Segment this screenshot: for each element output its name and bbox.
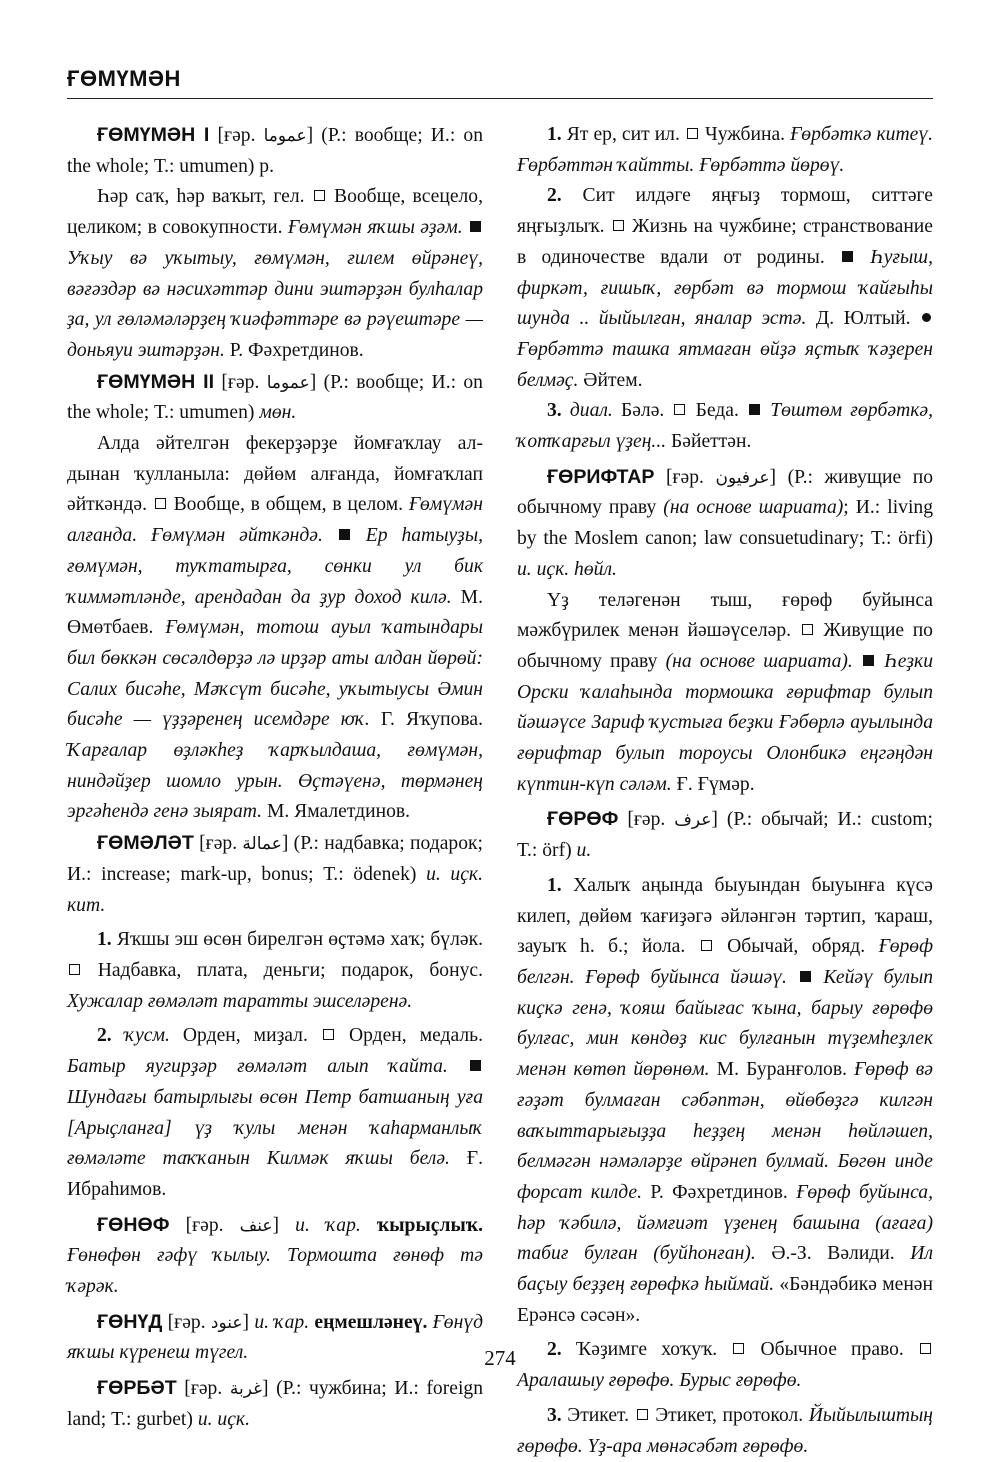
definition-text: Орден, миҙал.: [169, 1025, 321, 1047]
definition: [517, 586, 933, 801]
open-square-icon: [701, 940, 712, 951]
literary-quote: Һуғыш, фиркәт, ғишыҡ, ғөрбәт вә тормош ҡайғыһы шунда .. йыйылған, яналар эстә.: [517, 246, 933, 330]
russian-gloss: Жизнь на чужбине; странствование в одиночестве вдали от родины.: [517, 216, 933, 268]
definition: [67, 182, 483, 366]
translations: ; И.: living by the Moslem canon; law consuetudinary; Т.: örfi): [517, 497, 933, 550]
part-of-speech: и. ҡар.: [295, 1214, 361, 1236]
literary-quote: Уҡыу вә уҡытыу, ғөмүмән, ғилем өйрәнеү, вәғәздәр вә нәсихәттәр дини эштәрҙән булһалар ҙа, ул ғөләмәләрҙең ҡиәфәттәре вә рәүештәре — доньяуи эштәрҙән.: [67, 247, 483, 361]
definition-text: Алда әйтелгән фекерҙәрҙе йомғаҡлау алдынан ҡулланыла: дөйөм алғанда, йомғаҡлап әйткәндә.: [67, 433, 483, 516]
arabic-etymon: عرف: [674, 810, 712, 831]
russian-gloss: Беда.: [687, 400, 748, 422]
headword: ҒӨНӨФ: [97, 1213, 170, 1236]
definition-text: Һәр саҡ, һәр ваҡыт, гел.: [97, 186, 312, 208]
sense-number: 1.: [97, 929, 112, 951]
entry-gomelet: [67, 828, 483, 921]
etymology-open: [ғәр.: [618, 809, 675, 831]
quote-author: Р. Фәхретдинов.: [224, 339, 364, 361]
sense-number: 3.: [547, 400, 562, 422]
literary-quote: Ил баҫыу беҙҙең ғөрөфкә һыймай.: [517, 1243, 933, 1296]
etymology-open: [ғәр.: [176, 1378, 230, 1400]
entry-gonof: [67, 1210, 483, 1303]
usage-label: диал.: [561, 400, 613, 422]
literary-quote: Кейәү булып киҫкә генә, ҡояш байығас ҡына, барыу ғөрөфө булғас, мин көндөҙ кис булғанын түҙемһеҙлек менән көтөп йөрөнөм.: [517, 966, 934, 1081]
example: Ғөмүмән яҡшы әҙәм.: [287, 217, 463, 239]
filled-square-icon: [470, 1060, 481, 1071]
sense-number: 1.: [547, 874, 562, 896]
arabic-etymon: عموما: [263, 126, 307, 146]
entry-goref: [517, 804, 933, 866]
quote-author: Ғ. Ибраһимов.: [67, 1148, 483, 1200]
definition: [67, 429, 483, 828]
headword: ҒӨНҮД: [97, 1310, 163, 1333]
open-square-icon: [637, 1409, 648, 1420]
open-square-icon: [155, 498, 166, 509]
sense-number: 1.: [547, 124, 562, 145]
translations: ] (Р.: надбавка; подарок; И.: increase; mark-up, bonus; Т.: ödenek): [67, 833, 483, 885]
part-of-speech: мөн.: [259, 402, 297, 424]
quote-source: Әйтем.: [578, 369, 643, 391]
etymology-close: ]: [242, 1311, 255, 1333]
filled-square-icon: [863, 655, 874, 666]
usage-label: ҡусм.: [111, 1025, 170, 1047]
example: Ғөрбәткә китеү. Ғөрбәттән ҡайтты. Ғөрбәттә йөрөү.: [517, 124, 933, 176]
headword: ҒӨРИФТАР: [547, 465, 655, 488]
sense-3: [517, 1401, 933, 1462]
page-number: 274: [484, 1346, 516, 1370]
arabic-etymon: غربة: [229, 1379, 262, 1400]
filled-square-icon: [842, 251, 853, 262]
part-of-speech: и. иҫк. кит.: [67, 863, 483, 916]
etymology-close: ]: [272, 1214, 296, 1236]
sense-2: [67, 1021, 483, 1205]
sense-3: [517, 396, 933, 457]
filled-square-icon: [470, 221, 481, 232]
open-square-icon: [687, 128, 698, 139]
open-square-icon: [69, 964, 80, 975]
headword: ҒӨМҮМӘН I: [97, 124, 210, 146]
russian-gloss: Вообще, всецело, целиком; в совокупности.: [67, 186, 483, 239]
literary-quote: Ғөрөф вә ғәҙәт булмаған сәбәптән, өйөбөҙгә килгән ваҡыттарығыҙҙа һеҙҙең менән һөйләшеп, белмәгән нәмәләрҙе өйрәнеп булмай. Бөгөн инде форсат килде.: [517, 1059, 933, 1203]
gloss-note: (на основе шариата): [663, 497, 844, 519]
quote-source: Бәйеттән.: [666, 431, 752, 453]
headword: ҒӨРӨФ: [547, 808, 619, 831]
definition-text: Ят ер, сит ил.: [561, 124, 685, 145]
arabic-etymon: عمالة: [242, 834, 282, 855]
headword: ҒӨРБӘТ: [97, 1377, 177, 1400]
gloss-note: (на основе шариата).: [665, 650, 853, 672]
literary-quote: Ғөмүмән, тотош ауыл ҡатындары бил бөккән сөсәлдөрҙә лә ирҙәр аты алдан йөрөй: Салих бисәһе, Мәҡсүт бисәһе, уҡытыусы Әмин бисәһе — үҙҙәренең исемдәре юҡ.: [67, 617, 483, 731]
arabic-etymon: عموما: [266, 372, 310, 393]
arabic-etymon: عنود: [210, 1312, 243, 1333]
sense-1: [517, 871, 933, 1332]
bullet-icon: [922, 313, 931, 322]
russian-gloss: Вообще, в общем, в целом.: [167, 494, 409, 516]
header-rule: [67, 98, 933, 99]
translations: ] (Р.: живущие по обычному праву: [517, 466, 933, 519]
definition-text: Үҙ теләгенән тыш, ғөрөф буйынса мәжбүрилек менән йәшәүселәр.: [517, 589, 933, 642]
quote-author: Г. Яҡупова.: [369, 709, 483, 731]
russian-gloss: Надбавка, плата, деньги; подарок, бонус.: [82, 959, 483, 981]
translations: ] (Р.: чужбина; И.: foreign land; Т.: gurbet): [67, 1378, 483, 1430]
entry-gomumen-2: [67, 367, 483, 429]
arabic-etymon: عنف: [239, 1215, 273, 1236]
definition-text: Яҡшы эш өсөн бирелгән өҫтәмә хаҡ; бүләк.: [111, 929, 483, 951]
russian-gloss: Живущие по обычному праву: [517, 620, 933, 672]
part-of-speech: и.: [576, 840, 592, 862]
quote-author: М. Өмөтбаев.: [67, 586, 483, 639]
definition-text: Бәлә.: [612, 400, 673, 422]
russian-gloss: Орден, медаль.: [335, 1025, 484, 1047]
arabic-etymon: عرفيون: [715, 467, 770, 488]
part-of-speech: и. ҡар.: [254, 1311, 310, 1333]
example: Аралашыу ғөрөфө. Бурыс ғөрөфө.: [517, 1370, 802, 1392]
open-square-icon: [613, 220, 624, 231]
definition-text: Халыҡ аңында быуындан быуынға күсә килеп, дөйөм ҡағиҙәгә әйләнгән тәртип, ҡараш, зауыҡ һ. б.; йола.: [517, 874, 933, 958]
translations: ] (Р.: обычай; И.: custom; Т.: örf): [517, 809, 933, 862]
sense-1: [517, 120, 933, 181]
definition-text: Сит илдәге яңғыҙ тормош, ситтәге яңғыҙлыҡ.: [517, 185, 933, 238]
right-column: [517, 120, 933, 1462]
russian-gloss: Обычай, обряд.: [713, 936, 879, 958]
example: Хужалар ғөмәләт таратты эшселәренә.: [67, 990, 413, 1012]
running-head: ҒӨМҮМӘН: [67, 66, 181, 91]
russian-gloss: Этикет, протокол.: [649, 1404, 809, 1426]
literary-quote: Ҡарғалар өҙләкһеҙ ҡарҡылдаша, ғөмүмән, ниндәйҙер шомло урын. Өҫтәүенә, төрмәнең эргәһендә генә зыярат.: [67, 740, 483, 823]
definition-text: Ҡәҙимге хоҡуҡ.: [561, 1339, 732, 1361]
headword: ҒӨМӘЛӘТ: [97, 832, 194, 855]
sense-number: 3.: [547, 1404, 562, 1426]
translations: ] (Р.: вообще; И.: on the whole; Т.: umumen) р.: [67, 125, 483, 177]
proverb: Ғөрбәттә ташка ятмаған өйҙә яҫтыҡ ҡәҙерен белмәҫ.: [517, 338, 933, 391]
etymology-open: [ғәр.: [162, 1311, 211, 1333]
literary-quote: Һеҙки Орски ҡалаһында тормошка ғөрифтар булып йәшәүсе Зариф ҡустыға беҙки Ғәбөрлә ауылында ғөрифтар булып тороусы Олонбикә еңгәңдән күптин-күп сәләм.: [517, 650, 934, 795]
definition-text: Этикет.: [561, 1404, 635, 1426]
filled-square-icon: [749, 404, 760, 415]
literary-quote: Төштөм ғөрбәткә, ҡотҡарғыл үҙең...: [517, 400, 933, 453]
part-of-speech: и. иҫк. һөйл.: [517, 558, 617, 580]
entry-gomumen-1: [67, 120, 483, 182]
example: Ғөнүд яҡшы күренеш түгел.: [67, 1311, 483, 1364]
quote-author: Д. Юлтый.: [806, 308, 921, 330]
sense-number: 2.: [97, 1025, 112, 1047]
part-of-speech: и. иҫк.: [197, 1408, 250, 1430]
russian-gloss: Обычное право.: [746, 1339, 904, 1361]
quote-author: М. Буранғолов.: [709, 1059, 855, 1081]
cross-reference: ҡырыҫлыҡ.: [360, 1214, 483, 1236]
etymology-open: [ғәр.: [214, 371, 267, 393]
etymology-open: [ғәр.: [209, 125, 264, 146]
filled-square-icon: [339, 529, 350, 540]
quote-author: М. Ямалетдинов.: [262, 801, 411, 823]
etymology-open: [ғәр.: [169, 1214, 240, 1236]
sense-number: 2.: [547, 185, 562, 207]
open-square-icon: [314, 190, 325, 201]
example: Ғөрөф белгән. Ғөрөф буйынса йәшәү.: [517, 936, 934, 988]
etymology-open: [ғәр.: [654, 466, 716, 488]
cross-reference: еңмешләнеү.: [309, 1311, 428, 1333]
literary-quote: Ер һатыуҙы, ғөмүмән, туҡтатырға, сөнки ул бик ҡиммәтләнде, арендадан да ҙур доход килә.: [67, 525, 483, 608]
example: Батыр яугирҙәр ғөмәләт алып ҡайта.: [67, 1056, 448, 1078]
example: Йыйылыштың ғөрөфө. Үҙ-ара мөнәсәбәт ғөрөфө.: [517, 1404, 933, 1457]
example: Ғөмүмән алғанда. Ғөмүмән әйткәндә.: [67, 494, 483, 547]
open-square-icon: [323, 1029, 334, 1040]
sense-1: [67, 925, 483, 1017]
entry-goriftar: [517, 462, 933, 586]
quote-author: Ғ. Ғүмәр.: [671, 773, 755, 795]
literary-quote: Шундағы батырлығы өсөн Петр батшаның уға [Арыҫланға] үҙ ҡулы менән ҡаһарманлыҡ ғөмәләте таҡҡанын Килмәк яҡшы белә.: [67, 1086, 483, 1170]
example: Ғөнөфөн ғәфү ҡылыу. Тормошта ғөнөф тә ҡәрәк.: [67, 1245, 483, 1298]
translations: ] (Р.: вообще; И.: on the whole; Т.: umumen): [67, 371, 483, 424]
sense-number: 2.: [547, 1339, 562, 1361]
quote-author: Ә.-З. Вәлиди.: [755, 1243, 911, 1265]
etymology-open: [ғәр.: [193, 833, 243, 855]
russian-gloss: Чужбина.: [699, 124, 791, 145]
headword: ҒӨМҮМӘН II: [97, 370, 215, 393]
quote-author: Р. Фәхретдинов.: [642, 1181, 797, 1203]
open-square-icon: [674, 404, 685, 415]
entry-gorbet: [67, 1373, 483, 1435]
open-square-icon: [802, 624, 813, 635]
quote-source: «Бәндәбикә менән Ерәнсә сәсән».: [517, 1274, 933, 1326]
left-column: [67, 120, 483, 1436]
sense-2: [517, 181, 933, 396]
filled-square-icon: [800, 971, 811, 982]
literary-quote: Ғөрөф буйынса, һәр ҡәбилә, йәмғиәт үҙенең башына (ағаға) табиғ булған (буйһонған).: [517, 1181, 934, 1265]
